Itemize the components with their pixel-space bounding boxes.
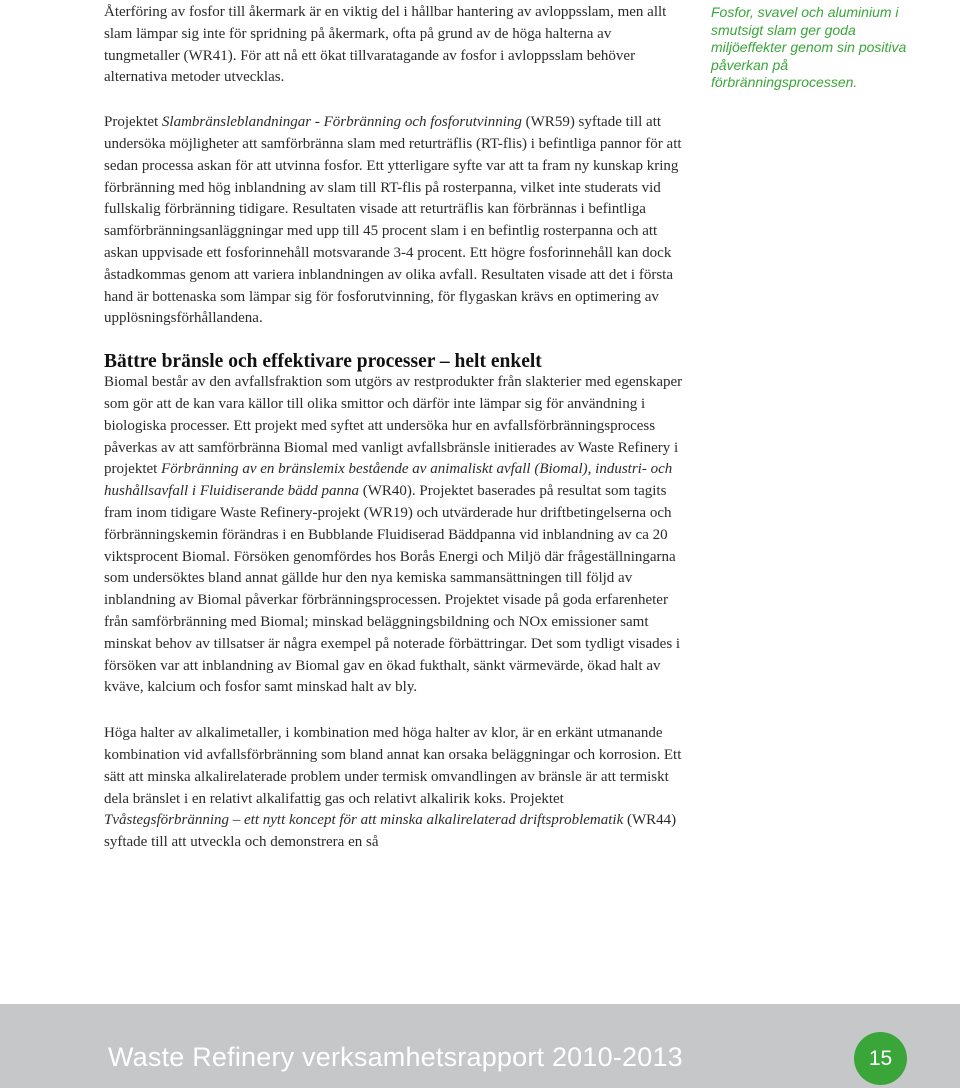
project-title-wr59: Slambränsleblandningar - Förbränning och fosforutvinning <box>161 114 522 131</box>
project-title-wr44: Tvåstegsförbränning – ett nytt koncept för att minska alkalirelaterad driftsproblematik <box>104 812 624 829</box>
main-text-column <box>104 2 686 854</box>
paragraph-2-body: (WR59) syftade till att undersöka möjligheter att samförbränna slam med returträflis (RT-flis) i befintliga pannor för att sedan processa askan för att utvinna fosfor. Ett ytterligare syfte var att ta fram ny kunskap kring förbränning med hög inblandning av slam till RT-flis på rosterpanna, vilket inte studerats vid fullskalig förbränning tidigare. Resultaten visade att returträflis kan förbrännas i befintliga samförbränningsanläggningar med upp till 45 procent slam i en befintlig rosterpanna och att askan uppvisade ett fosforinnehåll motsvarande 3-4 procent. Ett högre fosforinnehåll kan dock åstadkommas genom att variera inblandningen av olika avfall. Resultaten visade att det i första hand är bottenaska som lämpar sig för fosforutvinning, för flygaskan krävs en optimering av upplösningsförhållandena. <box>104 114 682 327</box>
paragraph-1-text: Återföring av fosfor till åkermark är en viktig del i hållbar hantering av avloppsslam, men allt slam lämpar sig inte för spridning på åkermark, ofta på grund av de höga halterna av tungmetaller (WR41). För att nå ett ökat tillvaratagande av fosfor i avloppsslam behöver alternativa metoder utvecklas. <box>104 4 667 86</box>
paragraph-3-body: (WR40). Projektet baserades på resultat som tagits fram inom tidigare Waste Refinery-projekt (WR19) och utvärderade hur driftbetingelserna och förbränningskemin förändras i en Bubblande Fluidiserad Bäddpanna vid inblandning av ca 20 viktsprocent Biomal. Försöken genomfördes hos Borås Energi och Miljö där frågeställningarna som undersöktes bland annat gällde hur den nya kemiska sammansättningen till följd av inblandning av Biomal påverkar förbränningsprocessen. Projektet visade på goda erfarenheter från samförbränning med Biomal; minskad beläggningsbildning och NOx emissioner samt minskat behov av tillsatser är några exempel på noterade förbättringar. Det som tydligt visades i försöken var att inblandning av Biomal gav en ökad fukthalt, sänkt värmevärde, ökad halt av kväve, kalcium och fosfor samt minskad halt av bly. <box>104 483 681 696</box>
paragraph-4-body: (WR44) syftade till att utveckla och demonstrera en så <box>104 812 677 851</box>
paragraph-wr59-project <box>104 112 686 330</box>
sidebar-pull-quote: Fosfor, svavel och aluminium i smutsigt slam ger goda miljöeffekter genom sin positiva påverkan på förbränningsprocessen. <box>711 4 907 90</box>
section-heading: Bättre bränsle och effektivare processer – helt enkelt <box>104 351 542 373</box>
paragraph-3-lead: Biomal består av den avfallsfraktion som utgörs av restprodukter från slakterier med egenskaper som gör att de kan vara källor till olika smittor och därför inte lämpar sig för användning i biologiska processer. Ett projekt med syftet att undersöka hur en avfallsförbränningsprocess påverkas av att samförbränna Biomal med vanligt avfallsbränsle initierades av Waste Refinery i projektet <box>104 374 683 478</box>
page-number-badge: 15 <box>854 1032 907 1085</box>
footer-report-title: Waste Refinery verksamhetsrapport 2010-2013 <box>108 1042 683 1072</box>
paragraph-4-lead: Höga halter av alkalimetaller, i kombination med höga halter av klor, är en erkänt utmanande kombination vid avfallsförbränning som bland annat kan orsaka beläggningar och korrosion. Ett sätt att minska alkalirelaterade problem under termisk omvandlingen av bränsle är att termiskt dela bränslet i en relativt alkalifattig gas och relativt alkalirik koks. Projektet <box>104 725 682 807</box>
paragraph-biomal-project <box>104 372 686 699</box>
paragraph-2-lead: Projektet <box>104 114 162 131</box>
project-title-wr40: Förbränning av en bränslemix bestående av animaliskt avfall (Biomal), industri- och hushållsavfall i Fluidiserande bädd panna <box>104 461 673 500</box>
paragraph-phosphorus-recovery <box>104 2 686 89</box>
paragraph-alkali-metals <box>104 723 686 854</box>
